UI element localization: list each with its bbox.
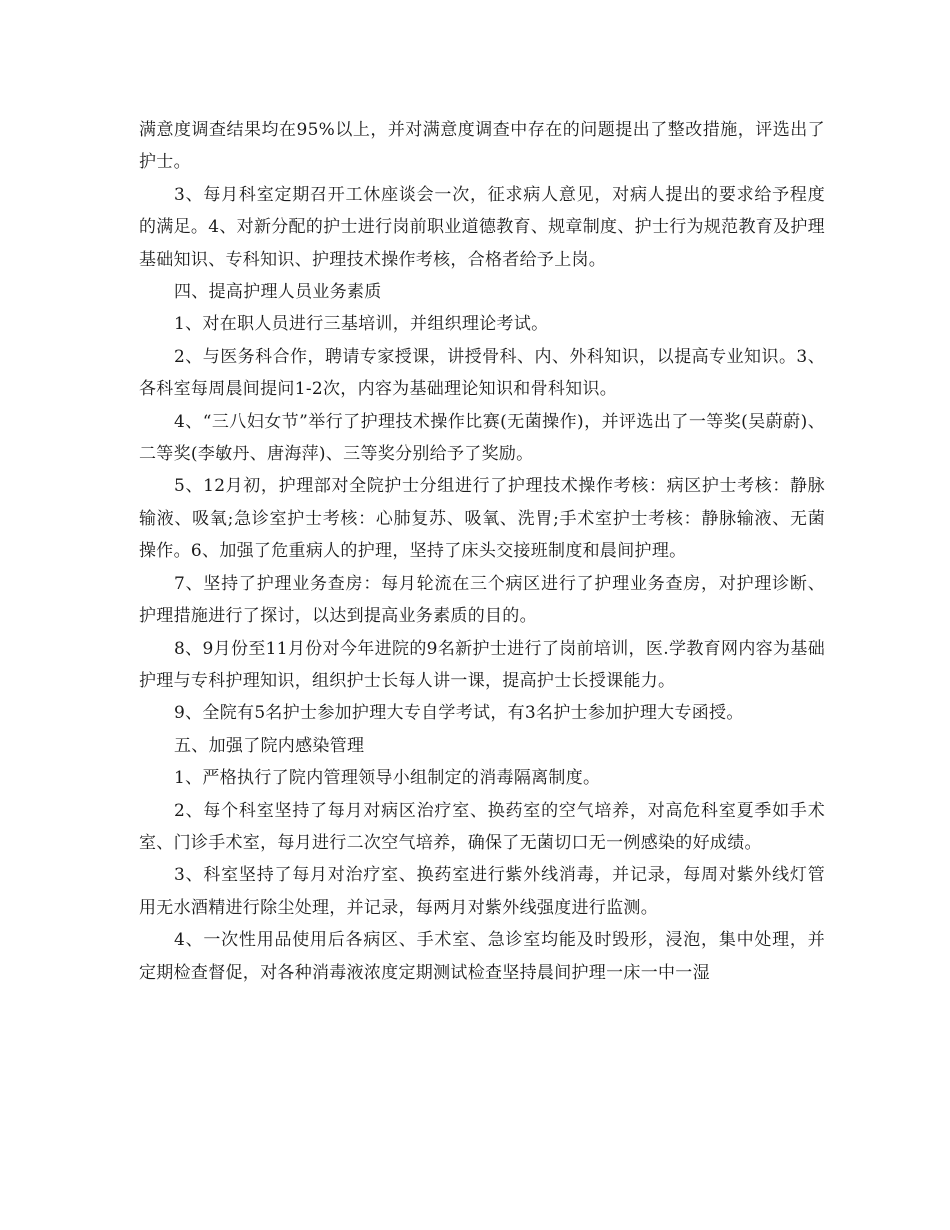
paragraph-item-5: 5、12月初，护理部对全院护士分组进行了护理技术操作考核：病区护士考核：静脉输液、吸氧;急诊室护士考核：心肺复苏、吸氧、洗胃;手术室护士考核：静脉输液、无菌操作。6、加强了危重病人的护理，坚持了床头交接班制度和晨间护理。 xyxy=(139,476,825,562)
section-heading-5: 五、加强了院内感染管理 xyxy=(174,735,365,756)
paragraph-item-9: 9、全院有5名护士参加护理大专自学考试，有3名护士参加护理大专函授。 xyxy=(174,703,744,724)
paragraph-item-1b: 1、严格执行了院内管理领导小组制定的消毒隔离制度。 xyxy=(174,768,601,789)
document-page xyxy=(139,114,825,989)
paragraph-item-7: 7、坚持了护理业务查房：每月轮流在三个病区进行了护理业务查房，对护理诊断、护理措施进行了探讨，以达到提高业务素质的目的。 xyxy=(139,573,825,627)
paragraph-item-4: 4、“三八妇女节”举行了护理技术操作比赛(无菌操作)，并评选出了一等奖(吴蔚蔚)、二等奖(李敏丹、唐海萍)、三等奖分别给予了奖励。 xyxy=(139,411,825,465)
paragraph-item-2: 2、与医务科合作，聘请专家授课，讲授骨科、内、外科知识，以提高专业知识。3、各科室每周晨间提问1-2次，内容为基础理论知识和骨科知识。 xyxy=(139,346,825,400)
paragraph-item-3b: 3、科室坚持了每月对治疗室、换药室进行紫外线消毒，并记录，每周对紫外线灯管用无水酒精进行除尘处理，并记录，每两月对紫外线强度进行监测。 xyxy=(139,865,825,918)
paragraph-item-4b: 4、一次性用品使用后各病区、手术室、急诊室均能及时毁形，浸泡，集中处理，并定期检查督促，对各种消毒液浓度定期测试检查坚持晨间护理一床一中一湿 xyxy=(139,930,825,983)
section-heading-4: 四、提高护理人员业务素质 xyxy=(174,282,382,303)
paragraph-continuation: 满意度调查结果均在95%以上，并对满意度调查中存在的问题提出了整改措施，评选出了护士。 xyxy=(139,120,825,173)
paragraph-item-3: 3、每月科室定期召开工休座谈会一次，征求病人意见，对病人提出的要求给予程度的满足。4、对新分配的护士进行岗前职业道德教育、规章制度、护士行为规范教育及护理基础知识、专科知识、护理技术操作考核，合格者给予上岗。 xyxy=(139,184,825,270)
paragraph-item-8: 8、9月份至11月份对今年进院的9名新护士进行了岗前培训，医.学教育网内容为基础护理与专科护理知识，组织护士长每人讲一课，提高护士长授课能力。 xyxy=(139,638,825,691)
paragraph-item-2b: 2、每个科室坚持了每月对病区治疗室、换药室的空气培养，对高危科室夏季如手术室、门诊手术室，每月进行二次空气培养，确保了无菌切口无一例感染的好成绩。 xyxy=(139,800,825,853)
paragraph-item-1: 1、对在职人员进行三基培训，并组织理论考试。 xyxy=(174,314,549,335)
